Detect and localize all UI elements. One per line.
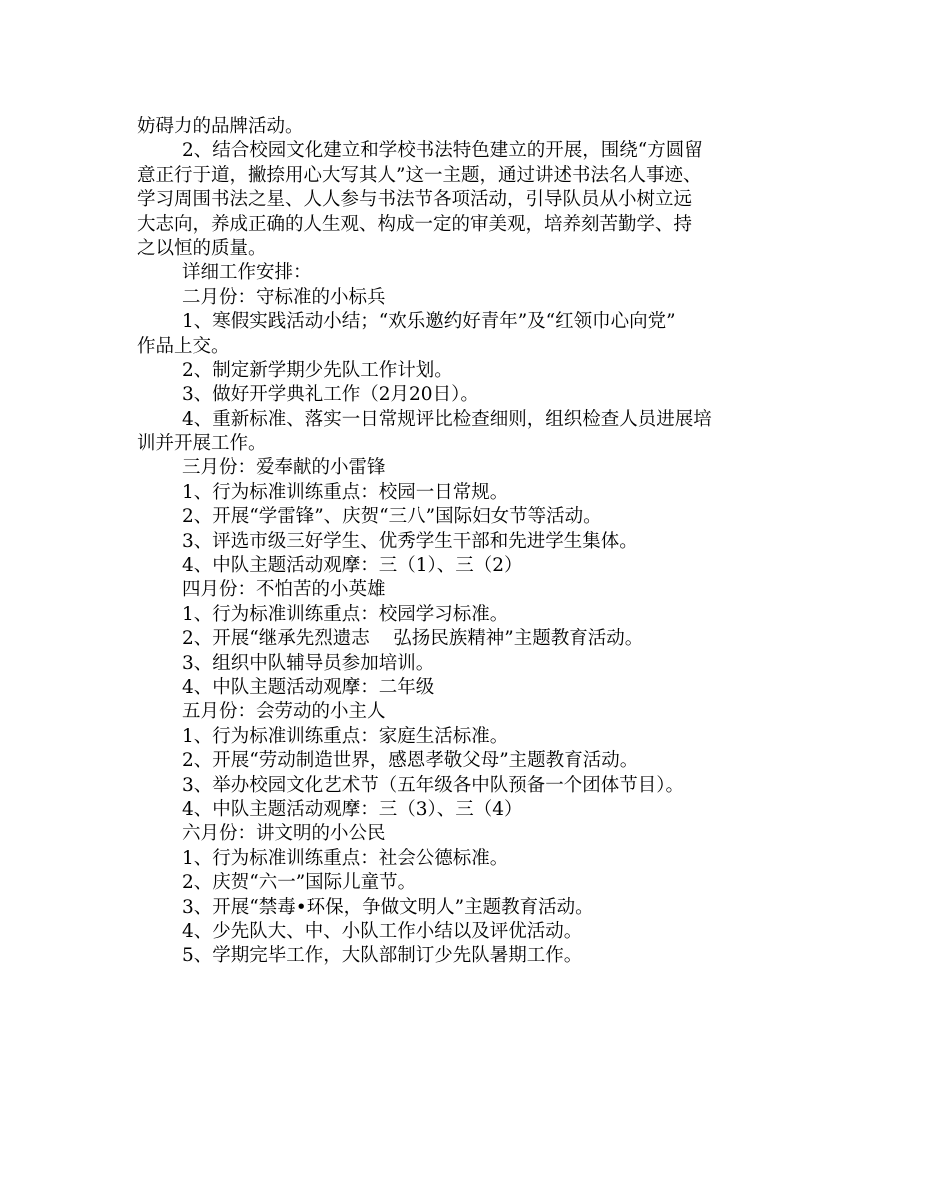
text-line: 大志向，养成正确的人生观、构成一定的审美观，培养刻苦勤学、持 xyxy=(137,213,693,235)
text-line: 训并开展工作。 xyxy=(137,433,267,455)
list-item: 4、中队主题活动观摩：三（3）、三（4） xyxy=(182,798,523,820)
month-heading: 五月份：会劳动的小主人 xyxy=(182,701,386,723)
list-item: 3、开展“禁毒•环保，争做文明人”主题教育活动。 xyxy=(182,896,594,918)
month-heading: 六月份：讲文明的小公民 xyxy=(182,823,386,845)
text-line: 妨碍力的品牌活动。 xyxy=(137,116,304,137)
list-item: 2、制定新学期少先队工作计划。 xyxy=(182,359,453,381)
list-item: 1、行为标准训练重点：社会公德标准。 xyxy=(182,847,509,869)
document-text-block xyxy=(137,115,837,969)
section-heading: 详细工作安排： xyxy=(182,262,312,284)
list-item: 2、开展“继承先烈遗志 弘扬民族精神”主题教育活动。 xyxy=(182,628,644,650)
list-item: 1、行为标准训练重点：家庭生活标准。 xyxy=(182,725,509,747)
list-item: 4、中队主题活动观摩：三（1）、三（2） xyxy=(182,555,523,577)
text-line: 学习周围书法之星、人人参与书法节各项活动，引导队员从小树立远 xyxy=(137,189,693,211)
list-item: 4、中队主题活动观摩：二年级 xyxy=(182,676,435,698)
list-item: 2、开展“学雷锋”、庆贺“三八”国际妇女节等活动。 xyxy=(182,506,602,528)
list-item: 1、寒假实践活动小结；“欢乐邀约好青年”及“红领巾心向党” xyxy=(182,311,676,333)
list-item: 5、学期完毕工作，大队部制订少先队暑期工作。 xyxy=(182,945,583,967)
list-item: 3、组织中队辅导员参加培训。 xyxy=(182,652,435,674)
month-heading: 二月份：守标准的小标兵 xyxy=(182,286,386,308)
list-item: 4、重新标准、落实一日常规评比检查细则，组织检查人员进展培 xyxy=(182,408,712,430)
list-item: 3、评选市级三好学生、优秀学生干部和先进学生集体。 xyxy=(182,530,638,552)
text-line: 作品上交。 xyxy=(137,335,230,357)
month-heading: 三月份：爱奉献的小雷锋 xyxy=(182,457,386,479)
text-line: 2、结合校园文化建立和学校书法特色建立的开展，围绕“方圆留 xyxy=(182,140,703,162)
text-line: 意正行于道，撇捺用心大写其人”这一主题，通过讲述书法名人事迹、 xyxy=(137,164,702,186)
list-item: 1、行为标准训练重点：校园学习标准。 xyxy=(182,603,509,625)
month-heading: 四月份：不怕苦的小英雄 xyxy=(182,579,386,601)
list-item: 3、举办校园文化艺术节（五年级各中队预备一个团体节目）。 xyxy=(182,774,685,796)
list-item: 2、开展“劳动制造世界，感恩孝敬父母”主题教育活动。 xyxy=(182,750,639,772)
list-item: 4、少先队大、中、小队工作小结以及评优活动。 xyxy=(182,920,583,942)
list-item: 2、庆贺“六一”国际儿童节。 xyxy=(182,872,417,894)
list-item: 3、做好开学典礼工作（2月20日）。 xyxy=(182,384,479,406)
text-line: 之以恒的质量。 xyxy=(137,237,267,259)
list-item: 1、行为标准训练重点：校园一日常规。 xyxy=(182,481,509,503)
